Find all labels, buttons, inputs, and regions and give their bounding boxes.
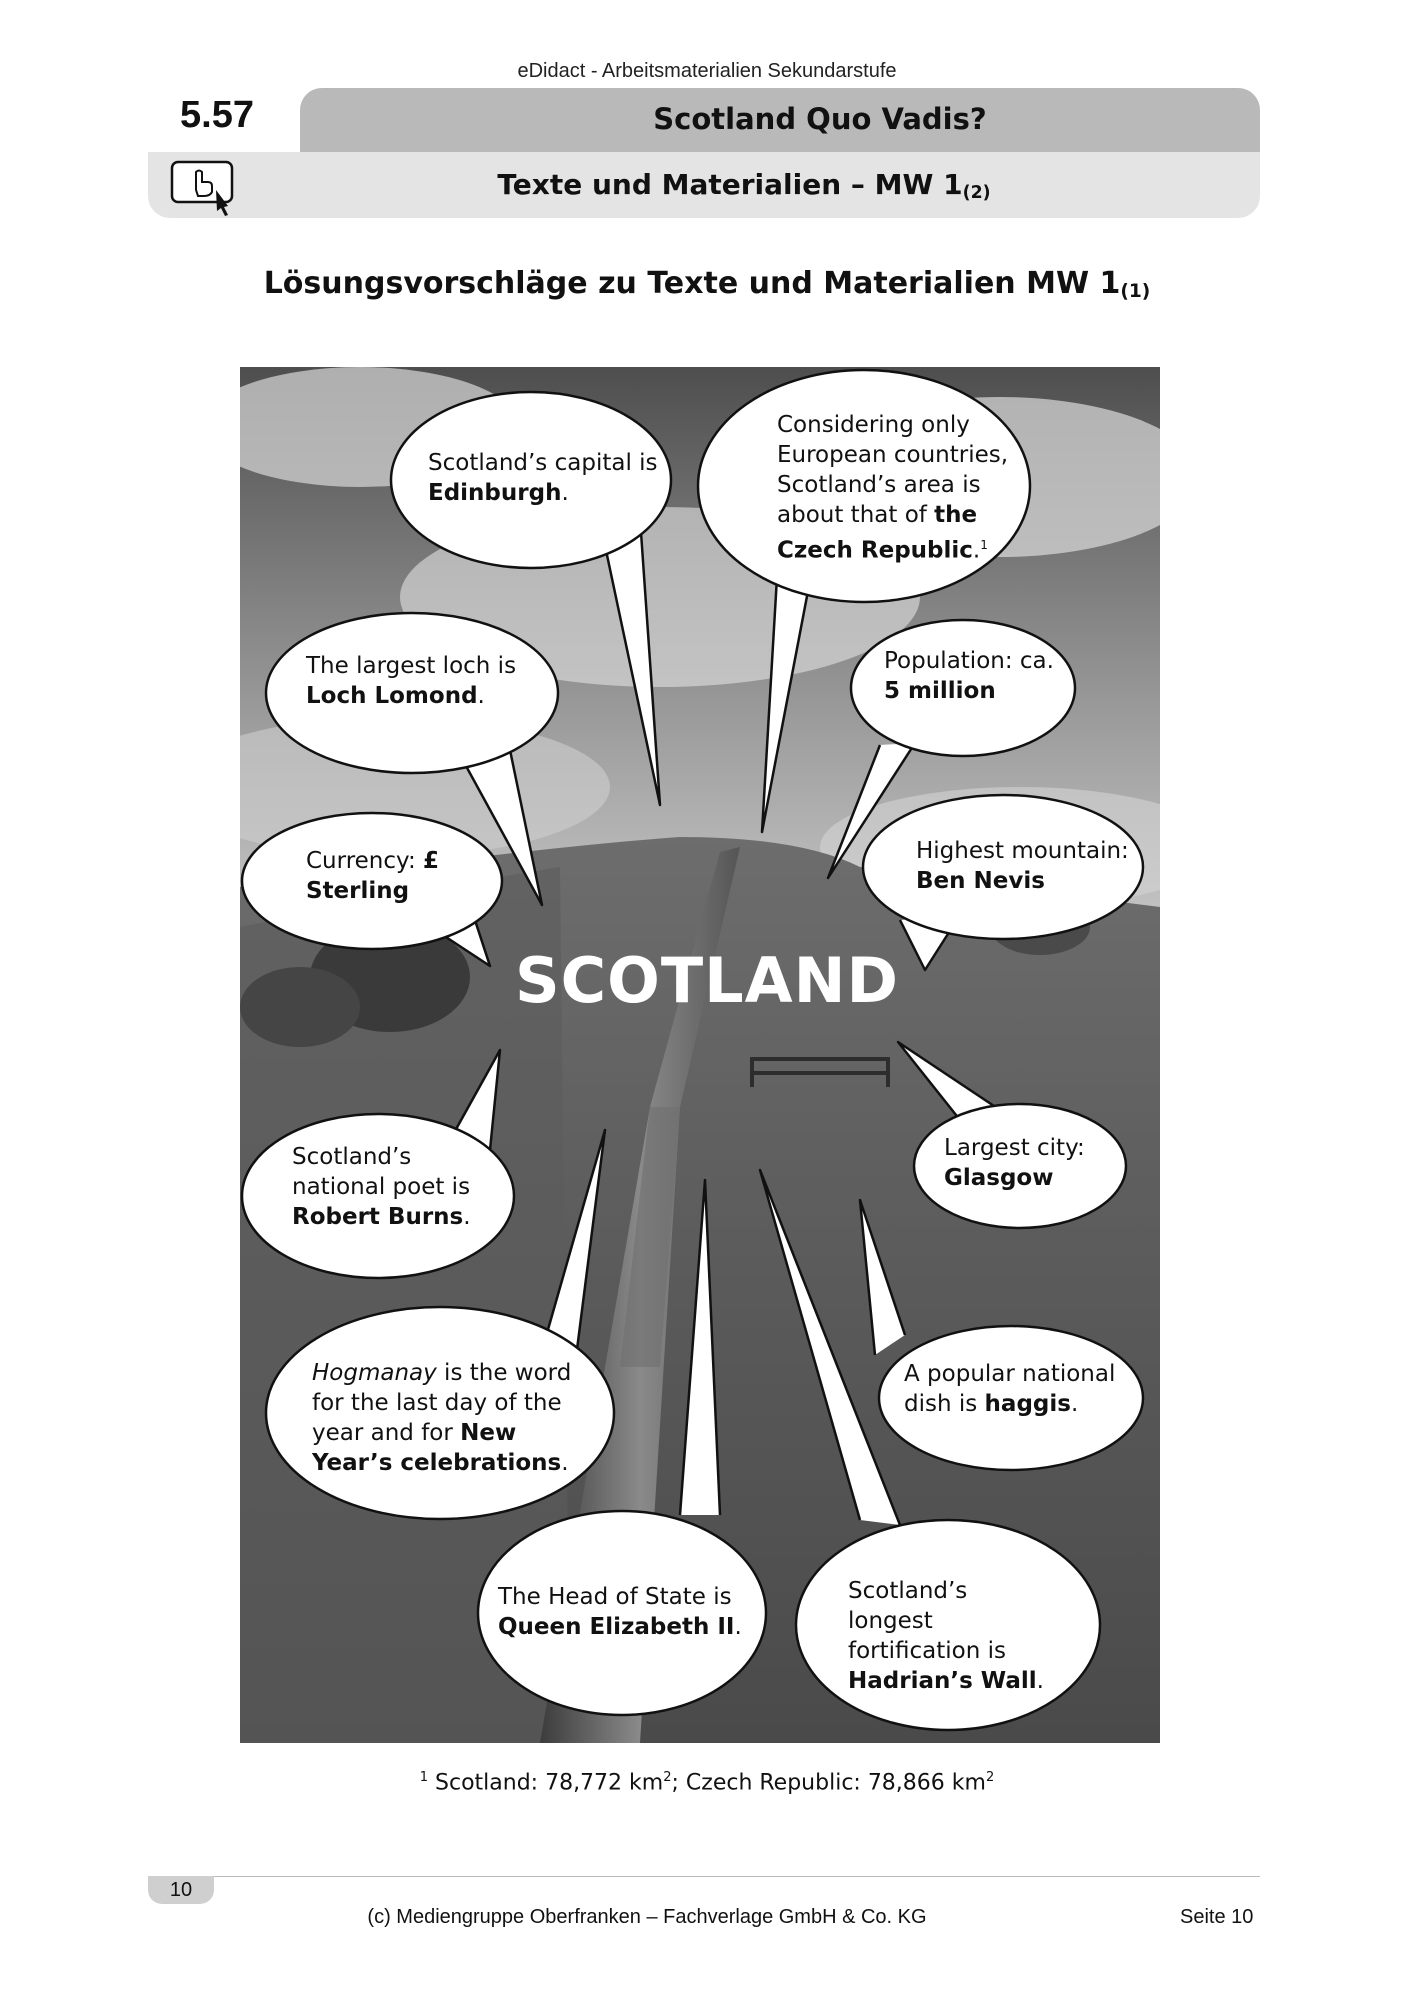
publisher-header: eDidact - Arbeitsmaterialien Sekundarstufe xyxy=(517,60,897,82)
worksheet-title: Scotland Quo Vadis? xyxy=(653,102,987,136)
page-number-badge: 10 xyxy=(148,1876,214,1904)
bubble-loch: The largest loch is Loch Lomond. xyxy=(306,653,517,709)
bubble-capital: Scotland’s capital is Edinburgh. xyxy=(428,450,658,506)
bubble-dish: A popular national dish is haggis. xyxy=(904,1361,1116,1417)
chapter-number: 5.57 xyxy=(180,94,254,136)
copyright-notice: (c) Mediengruppe Oberfranken – Fachverlage GmbH & Co. KG xyxy=(367,1906,927,1928)
bubble-currency: Currency: £ Sterling xyxy=(306,848,440,904)
scotland-title: SCOTLAND xyxy=(515,944,899,1017)
page-heading: Lösungsvorschläge zu Texte und Materialien MW $1_{(1)}$ xyxy=(263,266,1151,302)
bubble-hogmanay: Hogmanay is the word for the last day of the year and for New Year’s celebrations. xyxy=(312,1360,572,1476)
footnote: $^1$ Scotland: 78,772 $km^2$; Czech Republic: 78,866 $km^2$ xyxy=(419,1770,995,1796)
bubble-area: Considering only European countries, Scotland’s area is about that of the Czech Republic.$^1$ xyxy=(777,412,1009,564)
bubble-fortification: Scotland’s longest fortification is Hadrian’s Wall. xyxy=(848,1578,1044,1694)
bubble-city: Largest city: Glasgow xyxy=(944,1135,1085,1191)
bubble-poet: Scotland’s national poet is Robert Burns. xyxy=(292,1144,471,1230)
footer-divider xyxy=(148,1876,1260,1877)
bubble-mountain: Highest mountain: Ben Nevis xyxy=(916,838,1129,894)
worksheet-subtitle: Texte und Materialien – MW $1_{(2)}$ xyxy=(497,168,991,203)
bubble-head-of-state: The Head of State is Queen Elizabeth II. xyxy=(498,1584,742,1640)
bubble-population: Population: ca. 5 million xyxy=(884,648,1054,704)
page-label: Seite 10 xyxy=(1180,1906,1254,1928)
